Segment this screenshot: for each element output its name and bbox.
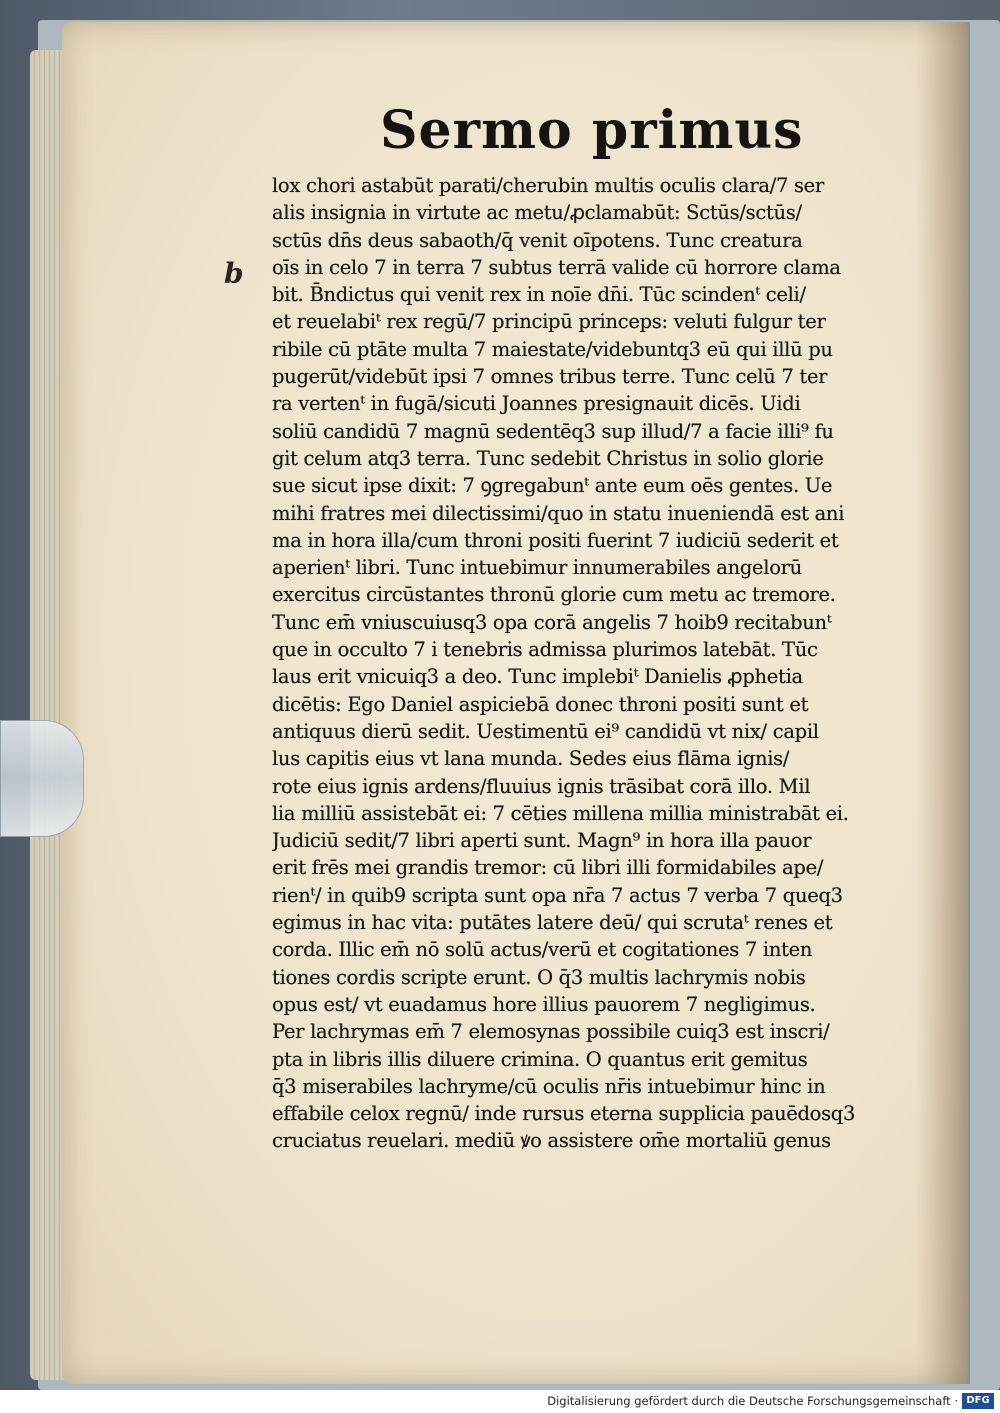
text-line: soliū candidū 7 magnū sedentēq3 sup illud/7 a facie illi⁹ fu: [272, 419, 834, 443]
page-gutter: [915, 22, 970, 1384]
text-line: bit. B̄ndictus qui venit rex in noīe dn̄i. Tūc scindenᵗ celi/: [272, 283, 806, 307]
marginal-letter: b: [224, 257, 244, 290]
text-line: q̄3 miserabiles lachryme/cū oculis nr̄is intuebimur hinc in: [272, 1074, 826, 1098]
text-line: opus est/ vt euadamus hore illius pauorem 7 negligimus.: [272, 992, 816, 1016]
text-line: tiones cordis scripte erunt. O q̄3 multis lachrymis nobis: [272, 965, 806, 989]
text-line: que in occulto 7 i tenebris admissa plurimos latebāt. Tūc: [272, 638, 818, 662]
text-line: cruciatus reuelari. mediū ꝟo assistere om̄e mortaliū genus: [272, 1129, 831, 1153]
text-line: sue sicut ipse dixit: 7 ꝯgregabunᵗ ante eum oēs gentes. Ue: [272, 474, 833, 498]
text-line: erit frēs mei grandis tremor: cū libri illi formidabiles ape/: [272, 856, 824, 880]
text-line: corda. Illic em̄ nō solū actus/verū et cogitationes 7 inten: [272, 938, 813, 962]
page-clip: [0, 720, 84, 837]
text-line: dicētis: Ego Daniel aspiciebā donec throni positi sunt et: [272, 692, 809, 716]
text-line: sctūs dn̄s deus sabaoth/q̄ venit oīpotens. Tunc creatura: [272, 228, 803, 252]
text-line: lox chori astabūt parati/cherubin multis oculis clara/7 ser: [272, 174, 824, 197]
text-line: rote eius ignis ardens/fluuius ignis trāsibat corā illo. Mil: [272, 774, 811, 798]
text-line: exercitus circūstantes thronū glorie cum metu ac tremore.: [272, 583, 836, 607]
text-block: [272, 172, 904, 1155]
text-line: ma in hora illa/cum throni positi fuerint 7 iudiciū sederit et: [272, 528, 839, 552]
text-line: Tunc em̄ vniuscuiusq3 opa corā angelis 7 hoib9 recitabunᵗ: [272, 610, 832, 634]
text-line: lus capitis eius vt lana munda. Sedes eius flāma ignis/: [272, 747, 790, 771]
text-line: git celum atq3 terra. Tunc sedebit Christus in solio glorie: [272, 446, 824, 470]
text-line: antiquus dierū sedit. Uestimentū ei⁹ candidū vt nix/ capil: [272, 719, 819, 743]
text-line: effabile celox regnū/ inde rursus eterna supplicia pauēdosq3: [272, 1102, 856, 1126]
text-line: oīs in celo 7 in terra 7 subtus terrā valide cū horrore clama: [272, 255, 841, 279]
text-line: alis insignia in virtute ac metu/ꝓclamabūt: Sctūs/sctūs/: [272, 201, 802, 225]
text-line: laus erit vnicuiq3 a deo. Tunc implebiᵗ Danielis ꝓphetia: [272, 665, 803, 689]
text-line: ra vertenᵗ in fugā/sicuti Joannes presignauit dicēs. Uidi: [272, 392, 801, 416]
text-line: egimus in hac vita: putātes latere deū/ qui scrutaᵗ renes et: [272, 911, 833, 935]
text-line: rienᵗ/ in quib9 scripta sunt opa nr̄a 7 actus 7 verba 7 queq3: [272, 883, 843, 907]
page-title: Sermo primus: [380, 100, 804, 161]
dfg-logo: DFG: [962, 1393, 994, 1409]
text-line: Judiciū sedit/7 libri aperti sunt. Magn⁹ in hora illa pauor: [272, 829, 812, 853]
text-line: pugerūt/videbūt ipsi 7 omnes tribus terre. Tunc celū 7 ter: [272, 365, 828, 389]
text-line: lia milliū assistebāt ei: 7 cēties millena millia ministrabāt ei.: [272, 801, 849, 825]
funding-credit: Digitalisierung gefördert durch die Deutsche Forschungsgemeinschaft ·: [547, 1394, 958, 1408]
text-line: et reuelabiᵗ rex regū/7 principū princeps: veluti fulgur ter: [272, 310, 826, 334]
text-line: ribile cū ptāte multa 7 maiestate/videbuntq3 eū qui illū pu: [272, 337, 833, 361]
text-line: aperienᵗ libri. Tunc intuebimur innumerabiles angelorū: [272, 556, 802, 580]
footer-bar: [0, 1390, 1000, 1413]
text-line: pta in libris illis diluere crimina. O quantus erit gemitus: [272, 1047, 808, 1071]
text-line: Per lachrymas em̄ 7 elemosynas possibile cuiq3 est inscri/: [272, 1020, 830, 1044]
text-line: mihi fratres mei dilectissimi/quo in statu inueniendā est ani: [272, 501, 845, 525]
